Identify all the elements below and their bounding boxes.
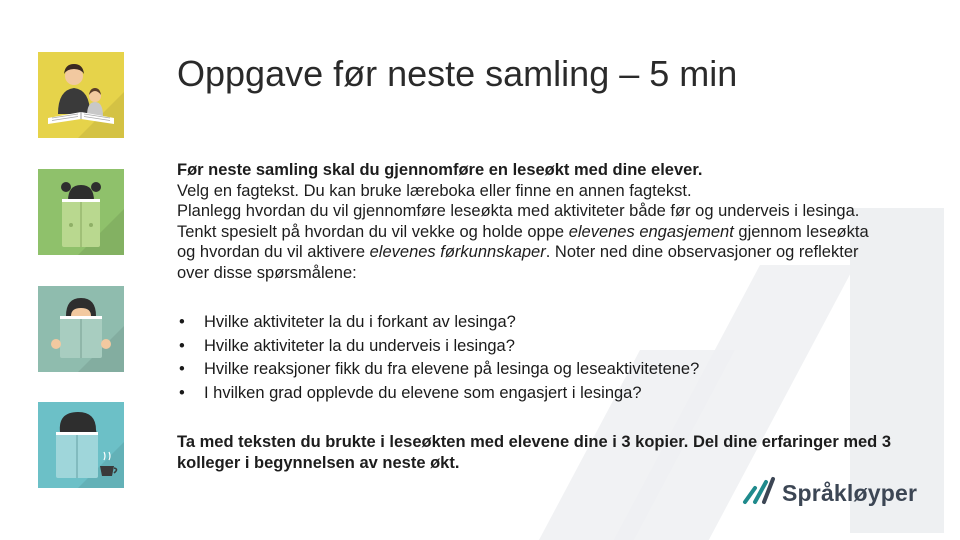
intro-text: gjennom leseøkta og hvordan du vil aktivere (177, 222, 869, 261)
page-title: Oppgave før neste samling – 5 min (177, 53, 738, 94)
task-description (177, 160, 889, 283)
emphasis-prior-knowledge: elevenes førkunnskaper (369, 243, 546, 261)
question-list (177, 311, 877, 405)
list-item: • Hvilke aktiviteter la du underveis i lesinga? (177, 335, 877, 359)
logo-stripes-icon (742, 476, 776, 506)
logo-text: Språkløyper (782, 480, 918, 506)
girl-reading-book-icon (38, 169, 124, 255)
list-item: • Hvilke reaksjoner fikk du fra elevene på lesinga og leseaktivitetene? (177, 358, 877, 382)
intro-line: Velg en fagtekst. Du kan bruke læreboka eller finne en annen fagtekst. (177, 181, 692, 200)
adult-reading-to-child-icon (38, 52, 124, 138)
closing-instruction: Ta med teksten du brukte i leseøkten med elevene dine i 3 kopier. Del dine erfaringer med 3 kolleger i begynnelsen av neste økt. (177, 433, 892, 472)
emphasis-engagement: elevenes engasjement (568, 222, 734, 241)
girl-reading-with-cup-icon (38, 402, 124, 488)
intro-text: . Noter ned dine observasjoner og reflekter over disse spørsmålene: (177, 243, 859, 282)
boy-reading-book-icon (38, 286, 124, 372)
list-item: • I hvilken grad opplevde du elevene som engasjert i lesinga? (177, 382, 877, 406)
intro-lead: Før neste samling skal du gjennomføre en leseøkt med dine elever. (177, 161, 703, 179)
intro-text: Planlegg hvordan du vil gjennomføre leseøkta med aktiviteter både før og underveis i lesinga. Tenkt spesielt på hvordan du vil vekke og holde oppe (177, 202, 860, 241)
intro-paragraph (177, 201, 889, 283)
sprakloyper-logo (742, 474, 932, 514)
list-item: • Hvilke aktiviteter la du i forkant av lesinga? (177, 311, 877, 335)
